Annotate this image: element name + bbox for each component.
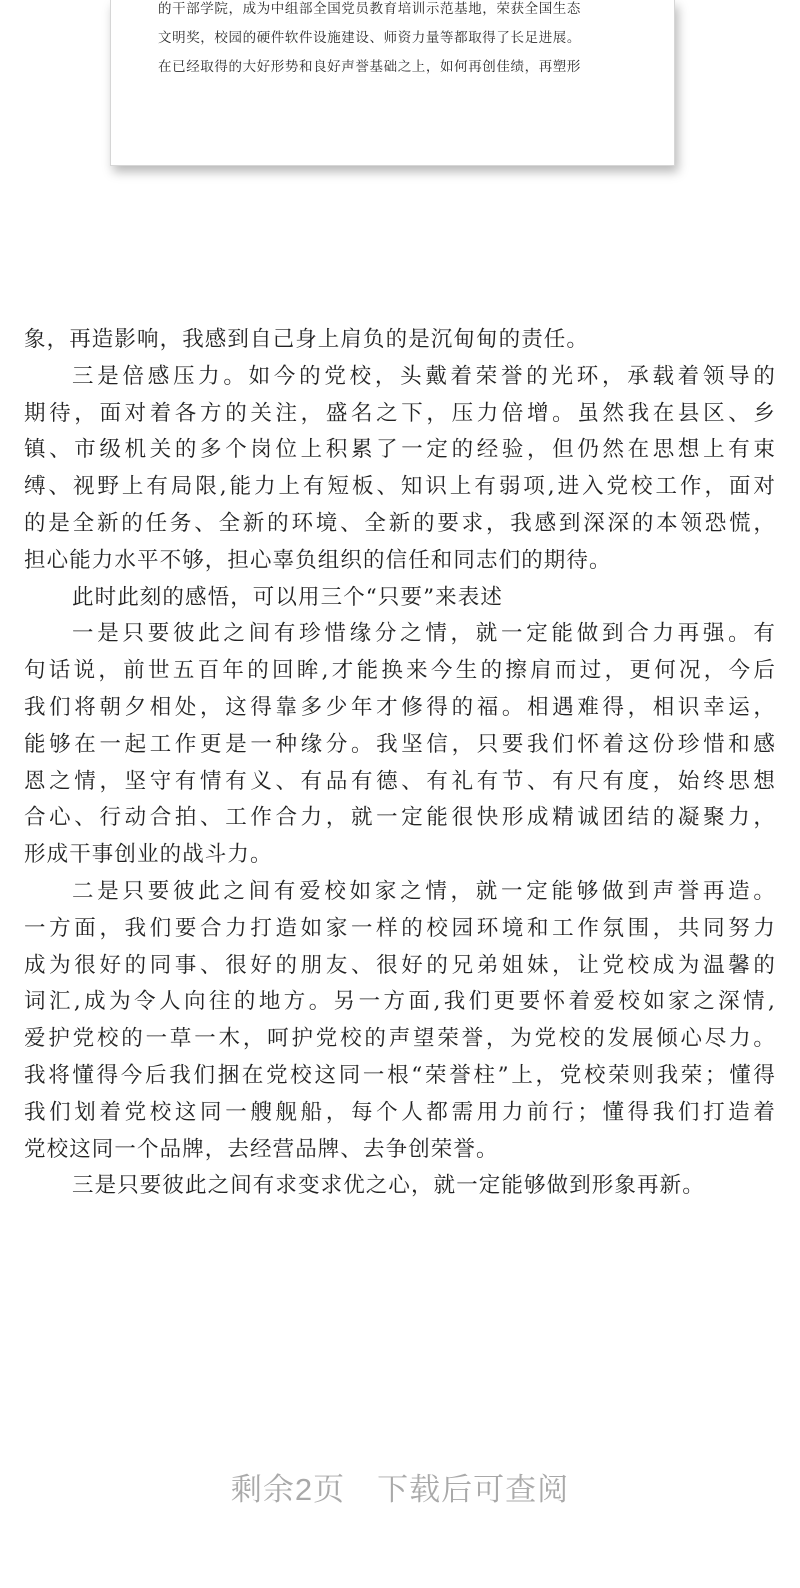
text-line: 形成干事创业的战斗力。 — [24, 842, 273, 868]
preview-line: 文明奖，校园的硬件软件设施建设、师资力量等都取得了长足进展。 — [158, 30, 581, 46]
remaining-pages-notice[interactable]: 剩余2页 下载后可查阅 — [230, 1472, 570, 1507]
text-line: 句话说，前世五百年的回眸,才能换来今生的擦肩而过，更何况，今后 — [24, 658, 776, 684]
text-line: 我们将朝夕相处，这得靠多少年才修得的福。相遇难得，相识幸运， — [24, 694, 776, 720]
paragraph-start: 二是只要彼此之间有爱校如家之情，就一定能够做到声誉再造。 — [72, 878, 776, 904]
paragraph-start: 三是倍感压力。如今的党校，头戴着荣誉的光环，承载着领导的 — [72, 363, 776, 389]
paragraph-start: 此时此刻的感悟，可以用三个“只要”来表述 — [72, 584, 503, 610]
text-line: 我将懂得今后我们捆在党校这同一根“荣誉柱”上，党校荣则我荣；懂得 — [24, 1062, 776, 1088]
text-line: 期待，面对着各方的关注，盛名之下，压力倍增。虽然我在县区、乡 — [24, 400, 776, 426]
paragraph-start: 三是只要彼此之间有求变求优之心，就一定能够做到形象再新。 — [72, 1173, 705, 1199]
text-line: 缚、视野上有局限,能力上有短板、知识上有弱项,进入党校工作，面对 — [24, 474, 776, 500]
text-line: 爱护党校的一草一木，呵护党校的声望荣誉，为党校的发展倾心尽力。 — [24, 1026, 776, 1052]
document-body — [24, 322, 776, 1205]
text-line: 象，再造影响，我感到自己身上肩负的是沉甸甸的责任。 — [24, 327, 590, 352]
text-line: 我们划着党校这同一艘舰船，每个人都需用力前行；懂得我们打造着 — [24, 1099, 776, 1125]
text-line: 成为很好的同事、很好的朋友、很好的兄弟姐妹，让党校成为温馨的 — [24, 952, 776, 978]
text-line: 镇、市级机关的多个岗位上积累了一定的经验，但仍然在思想上有束 — [24, 437, 776, 463]
previous-page-preview — [110, 0, 675, 166]
text-line: 担心能力水平不够，担心辜负组织的信任和同志们的期待。 — [24, 547, 612, 573]
text-line: 合心、行动合拍、工作合力，就一定能很快形成精诚团结的凝聚力， — [24, 805, 776, 831]
text-line: 恩之情，坚守有情有义、有品有德、有礼有节、有尺有度，始终思想 — [24, 768, 776, 794]
text-line: 党校这同一个品牌，去经营品牌、去争创荣誉。 — [24, 1136, 499, 1162]
preview-line: 在已经取得的大好形势和良好声誉基础之上，如何再创佳绩，再塑形 — [158, 59, 581, 75]
text-line: 能够在一起工作更是一种缘分。我坚信，只要我们怀着这份珍惜和感 — [24, 731, 776, 757]
preview-line: 的干部学院，成为中组部全国党员教育培训示范基地，荣获全国生态 — [158, 1, 581, 17]
text-line: 词汇,成为令人向往的地方。另一方面,我们更要怀着爱校如家之深情, — [24, 989, 776, 1015]
paragraph-start: 一是只要彼此之间有珍惜缘分之情，就一定能做到合力再强。有 — [72, 621, 776, 647]
text-line: 一方面，我们要合力打造如家一样的校园环境和工作氛围，共同努力 — [24, 915, 776, 941]
text-line: 的是全新的任务、全新的环境、全新的要求，我感到深深的本领恐慌， — [24, 510, 776, 536]
